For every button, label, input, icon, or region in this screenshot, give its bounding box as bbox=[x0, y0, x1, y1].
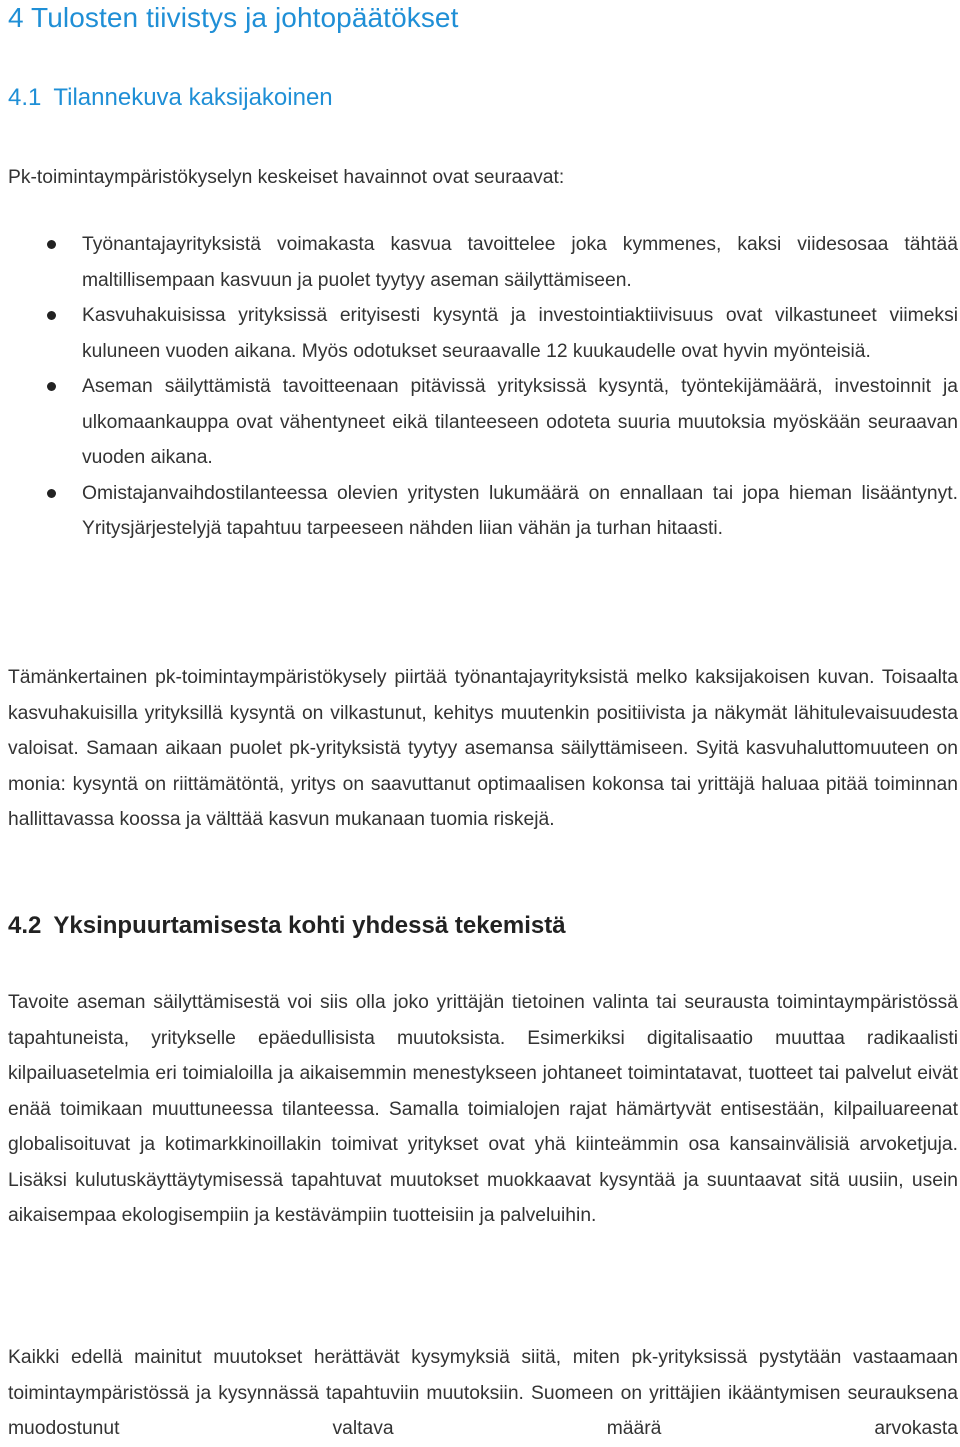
body-paragraph: Tavoite aseman säilyttämisestä voi siis olla joko yrittäjän tietoinen valinta tai seurausta toimintaympäristössä tapahtuneista, yritykselle epäedullisista muutoksista. Esimerkiksi digitalisaatio muuttaa radikaalisti kilpailuasetelmia eri toimialoilla ja aikaisemmin menestykseen johtaneet toimintatavat, tuotteet tai palvelut eivät enää toimikaan muuttuneessa tilanteessa. Samalla toimialojen rajat hämärtyvät entisestään, kilpailuareenat globalisoituvat ja kotimarkkinoillakin toimivat yritykset ovat yhä kiinteämmin osa kansainvälisiä arvoketjuja. Lisäksi kulutuskäyttäytymisessä tapahtuvat muutokset muokkaavat kysyntää ja suuntaavat sitä uusiin, usein aikaisempaa ekologisempiin ja kestävämpiin tuotteisiin ja palveluihin. bbox=[8, 992, 958, 1226]
list-item bbox=[8, 476, 958, 547]
bullet-icon bbox=[47, 240, 56, 249]
list-item-text: Työnantajayrityksistä voimakasta kasvua tavoittelee joka kymmenes, kaksi viidesosaa tähtää maltillisempaan kasvuun ja puolet tyytyy aseman säilyttämiseen. bbox=[82, 234, 958, 291]
body-paragraph: Kaikki edellä mainitut muutokset herättävät kysymyksiä siitä, miten pk-yrityksissä pystytään vastaamaan toimintaympäristössä ja kysynnässä tapahtuviin muutoksiin. Suomeen on yrittäjien ikääntymisen seurauksena muodostunut valtava määrä arvokasta bbox=[8, 1347, 958, 1439]
subsection-title: Yksinpuurtamisesta kohti yhdessä tekemistä bbox=[53, 912, 566, 939]
body-paragraph: Tämänkertainen pk-toimintaympäristökysely piirtää työnantajayrityksistä melko kaksijakoisen kuvan. Toisaalta kasvuhakuisilla yrityksillä kysyntä on vilkastunut, kehitys muutenkin positiivista ja näkymät lähitulevaisuudesta valoisat. Samaan aikaan puolet pk-yrityksistä tyytyy asemansa säilyttämiseen. Syitä kasvuhaluttomuuteen on monia: kysyntä on riittämätöntä, yritys on saavuttanut optimaalisen kokonsa tai yrittäjä haluaa pitää toiminnan hallittavassa koossa ja välttää kasvun mukanaan tuomia riskejä. bbox=[8, 667, 958, 830]
intro-text: Pk-toimintaympäristökyselyn keskeiset havainnot ovat seuraavat: bbox=[8, 167, 565, 188]
subsection-title: Tilannekuva kaksijakoinen bbox=[53, 84, 333, 111]
subsection-number: 4.1 bbox=[8, 84, 42, 111]
subsection-number: 4.2 bbox=[8, 912, 42, 939]
subsection-heading-4-1 bbox=[8, 84, 333, 112]
subsection-heading-4-2 bbox=[8, 912, 566, 940]
list-item bbox=[8, 369, 958, 476]
findings-list bbox=[8, 227, 958, 547]
list-item-text: Aseman säilyttämistä tavoitteenaan pitävissä yrityksissä kysyntä, työntekijämäärä, investoinnit ja ulkomaankauppa ovat vähentyneet eikä tilanteeseen odoteta suuria muutoksia myöskään seuraavan vuoden aikana. bbox=[82, 376, 958, 468]
list-item bbox=[8, 227, 958, 298]
list-item-text: Omistajanvaihdostilanteessa olevien yritysten lukumäärä on ennallaan tai jopa hieman lisääntynyt. Yritysjärjestelyjä tapahtuu tarpeeseen nähden liian vähän ja turhan hitaasti. bbox=[82, 482, 958, 539]
list-item-text: Kasvuhakuisissa yrityksissä erityisesti kysyntä ja investointiaktiivisuus ovat vilkastuneet viimeksi kuluneen vuoden aikana. Myös odotukset seuraavalle 12 kuukaudelle ovat hyvin myönteisiä. bbox=[82, 305, 958, 362]
bullet-icon bbox=[47, 311, 56, 320]
bullet-icon bbox=[47, 382, 56, 391]
list-item bbox=[8, 298, 958, 369]
section-heading: 4 Tulosten tiivistys ja johtopäätökset bbox=[8, 2, 459, 33]
bullet-icon bbox=[47, 489, 56, 498]
